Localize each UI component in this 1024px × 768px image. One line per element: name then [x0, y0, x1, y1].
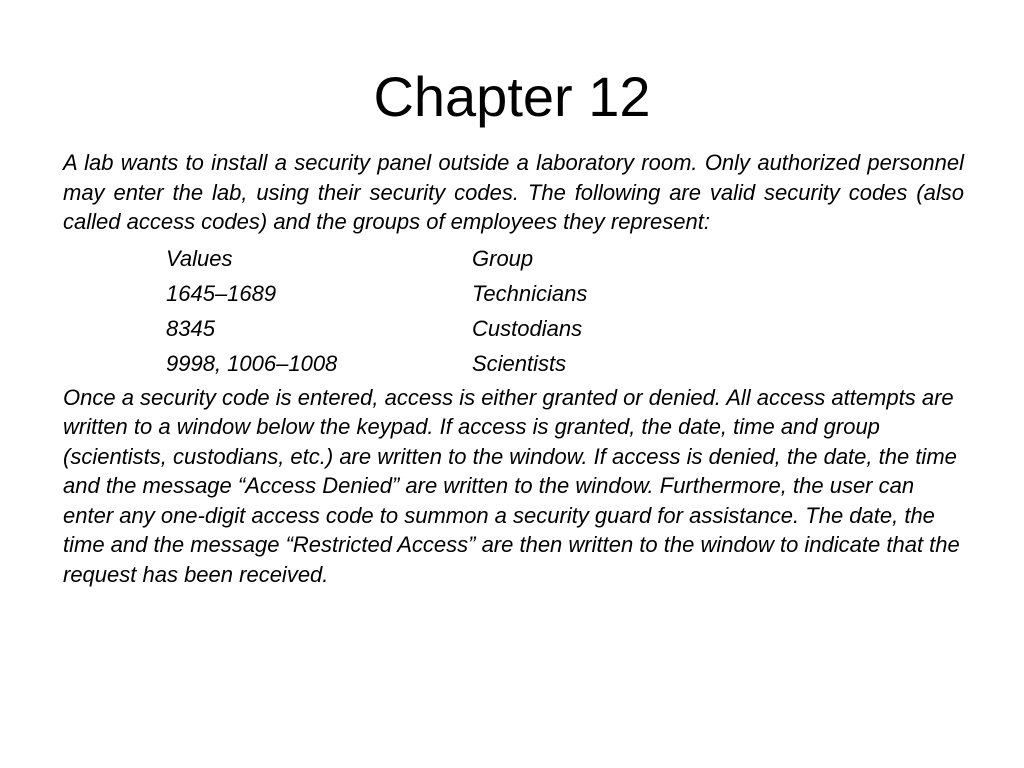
- code-group: Technicians: [472, 280, 588, 306]
- code-value: 1645–1689: [166, 280, 277, 306]
- closing-paragraph: Once a security code is entered, access is either granted or denied. All access attempts are written to a window below the keypad. If access is granted, the date, time and group (scientists, custodians, etc.) are written to the window. If access is denied, the date, the time and the message “Access Denied” are written to the window. Furthermore, the user can enter any one-digit access code to summon a security guard for assistance. The date, the time and the message “Restricted Access” are then written to the window to indicate that the request has been received.: [63, 384, 960, 587]
- access-code-row: [63, 346, 964, 381]
- intro-paragraph: A lab wants to install a security panel outside a laboratory room. Only authorized personnel may enter the lab, using their security codes. The following are valid security codes (also called access codes) and the groups of employees they represent:: [63, 150, 964, 234]
- code-value: 8345: [166, 315, 215, 341]
- access-codes-table: [63, 241, 964, 381]
- slide-title: Chapter 12: [373, 65, 651, 128]
- code-value: 9998, 1006–1008: [166, 350, 338, 376]
- values-column-header: Values: [166, 245, 233, 271]
- slide-body: [63, 148, 964, 589]
- code-group: Custodians: [472, 315, 583, 341]
- code-group: Scientists: [472, 350, 567, 376]
- access-code-row: [63, 276, 964, 311]
- access-codes-header-row: [63, 241, 964, 276]
- access-code-row: [63, 311, 964, 346]
- group-column-header: Group: [472, 245, 534, 271]
